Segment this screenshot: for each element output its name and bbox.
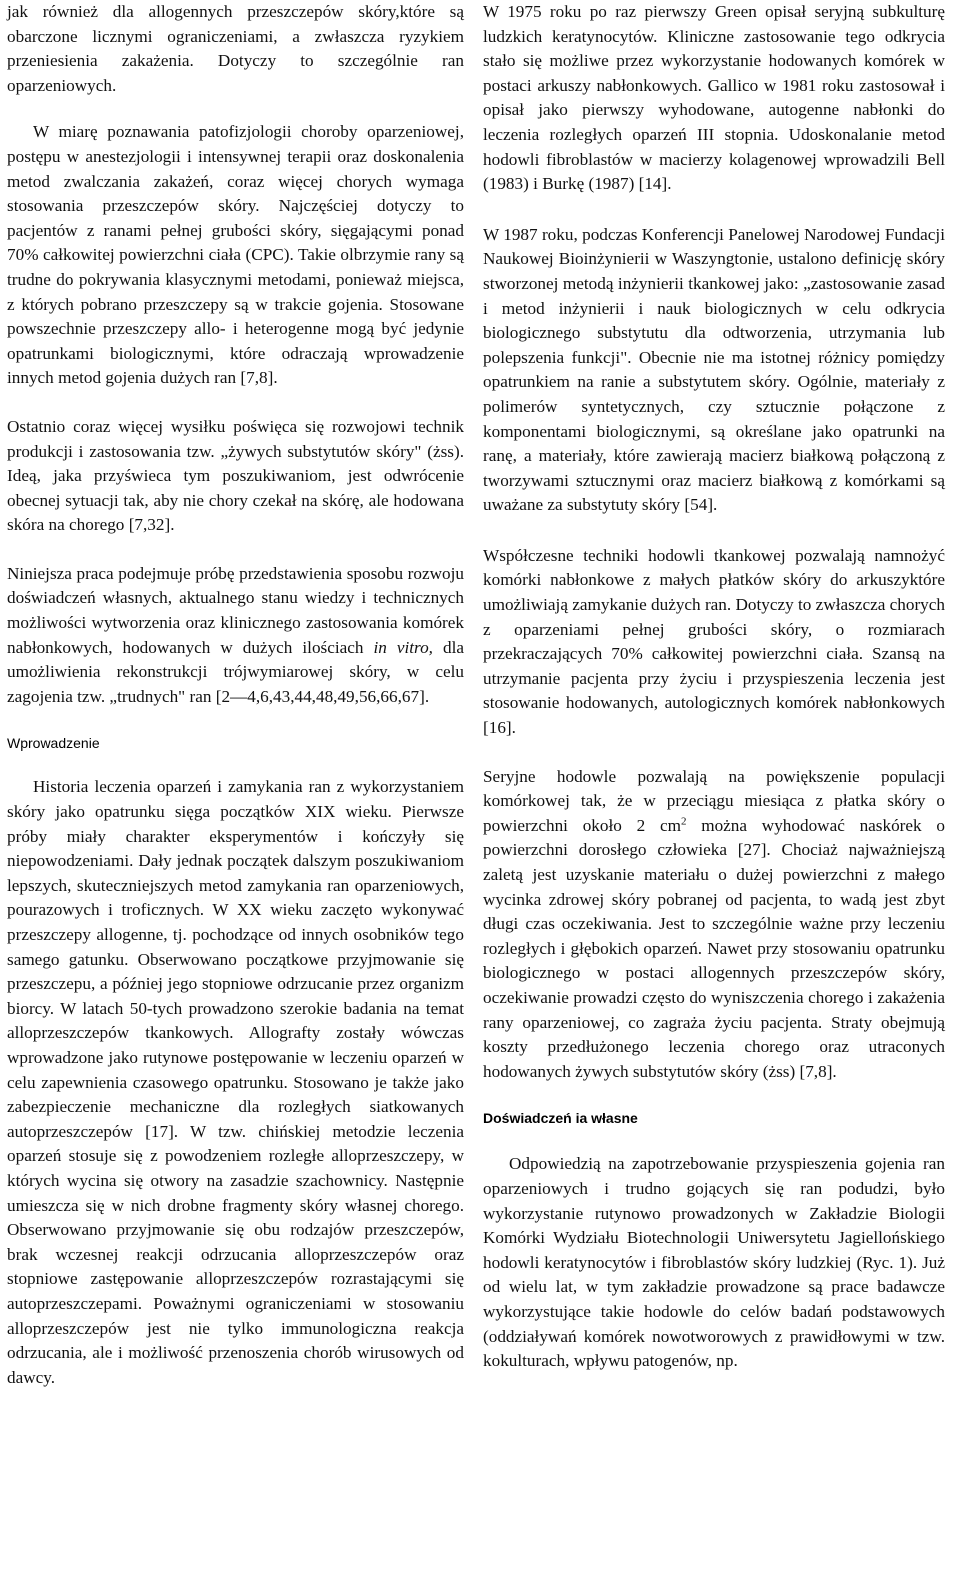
paragraph-aim-text-1: Niniejsza praca podejmuje próbę przedstawienia sposobu rozwoju doświadczeń własnych, aktualnego stanu wiedzy i technicznych możliwości wytworzenia oraz klinicznego zastosowania komórek nabłonkowych, hodowanych w dużych ilościach (7, 563, 464, 657)
paragraph-living-skin-substitutes: Ostatnio coraz więcej wysiłku poświęca się rozwojowi technik produkcji i zastosowania tzw. „żywych substytutów skóry" (żss). Ideą, jaka przyświeca tym poszukiwaniom, jest odwrócenie obecnej sytuacji tak, aby nie chory czekał na skórę, ale hodowana skóra na chorego [7,32]. (7, 416, 464, 535)
paragraph-green-1975: W 1975 roku po raz pierwszy Green opisał seryjną subkulturę ludzkich keratynocytów. Kliniczne zastosowanie tego odkrycia stało się możliwe przez wykorzystanie hodowanych komórek w postaci arkuszy nabłonkowych. Gallico w 1981 roku zastosował i opisał jako pierwszy wyhodowane, autogenne nabłonki do leczenia rozległych oparzeń III stopnia. Udoskonalanie metod hodowli fibroblastów w macierzy kolagenowej wprowadzili Bell (1983) i Burkę (1987) [14]. (483, 2, 945, 194)
section-heading-own-experience: Doświadczeń ia własne (483, 1110, 638, 1127)
paragraph-serial-text-1: Seryjne hodowle pozwalają na powiększenie populacji komórkowej tak, że w przeciągu miesiąca z płatka skóry o powierzchni około 2 cm (483, 766, 945, 835)
paragraph-serial-cultures (483, 765, 945, 1085)
paragraph-aim-italic: in vitro, (373, 637, 433, 657)
paragraph-aim-of-work (7, 562, 464, 710)
right-column (483, 0, 945, 1374)
paragraph-aim-text-2: dla umożliwienia rekonstrukcji trójwymiarowej skóry, w celu zagojenia tzw. „trudnych" ran [2—4,6,43,44,48,49,56,66,67]. (7, 637, 464, 706)
superscript-2: 2 (680, 815, 687, 828)
left-column (7, 0, 464, 1390)
paragraph-history: Historia leczenia oparzeń i zamykania ran z wykorzystaniem skóry jako opatrunku sięga początków XIX wieku. Pierwsze próby miały charakter eksperymentów i kończyły się niepowodzeniami. Dały jednak początek dalszym poszukiwaniom lepszych, skuteczniejszych metod zamykania ran oparzeniowych, pourazowych i troficznych. W XX wieku zaczęto wykonywać przeszczepy allogenne, tj. pochodzące od innych osobników tego samego gatunku. Obserwowano początkowe przyjmowanie się przeszczepu, a później jego stopniowe odrzucanie przez organizm biorcy. W latach 50-tych prowadzono szerokie badania na temat alloprzeszczepów tkankowych. Allografty zostały wówczas wprowadzone jako rutynowe postępowanie w leczeniu oparzeń w celu zapewnienia czasowego opatrunku. Stosowano je także jako zabezpieczenie mechaniczne dla rozległych siatkowanych autoprzeszczepów [17]. W tzw. chińskiej metodzie leczenia oparzeń stosuje się z powodzeniem rozległe alloprzeszczepy, w których wycina się otwory na zasadzie szachownicy. Następnie umieszcza się w nich drobne fragmenty skóry własnej chorego. Obserwowano przyjmowanie się obu rodzajów przeszczepów, brak wczesnej reakcji odrzucania alloprzeszczepów oraz stopniowe zastępowanie alloprzeszczepów rozrastającymi się autoprzeszczepami. Poważnymi ograniczeniami w stosowaniu alloprzeszczepów jest nie tylko immunologiczna reakcja odrzucania, ale i możliwość przenoszenia chorób wirusowych od dawcy. (7, 777, 464, 1387)
paragraph-burn-disease: W miarę poznawania patofizjologii choroby oparzeniowej, postępu w anestezjologii i intensywnej terapii oraz doskonalenia metod zwalczania zakażeń, coraz więcej chorych wymaga stosowania przeszczepów skóry. Najczęściej dotyczy to pacjentów z ranami pełnej grubości skóry, sięgającymi ponad 70% całkowitej powierzchni ciała (CPC). Takie olbrzymie rany są trudne do pokrywania klasycznymi metodami, ponieważ miejsca, z których pobrano przeszczepy są w trakcie gojenia. Stosowane powszechnie przeszczepy allo- i heterogenne mogą być jedynie opatrunkami biologicznymi, które odraczają wprowadzenie innych metod gojenia dużych ran [7,8]. (7, 122, 464, 388)
paragraph-serial-text-2: można wyhodować naskórek o powierzchni dorosłego człowieka [27]. Chociaż najważniejszą zaletą jest uzyskanie materiału o dużej powierzchni z małego wycinka zdrowej skóry pobranej od pacjenta, to wadą jest zbyt długi czas oczekiwania. Jest to szczególnie ważne przy leczeniu rozległych i głębokich oparzeń. Nawet przy stosowaniu opatrunku biologicznego w postaci allogennych przeszczepów skóry, oczekiwanie prowadzi często do wyniszczenia chorego i zakażenia rany oparzeniowej, co zagraża życiu pacjenta. Straty obejmują koszty przedłużonego leczenia chorego oraz utraconych hodowanych żywych substytutów skóry (żss) [7,8]. (483, 815, 945, 1081)
paragraph-response: Odpowiedzią na zapotrzebowanie przyspieszenia gojenia ran oparzeniowych i trudno gojących się ran podudzi, było wykorzystanie rutynowo prowadzonych w Zakładzie Biologii Komórki Wydziału Biotechnologii Uniwersytetu Jagiellońskiego hodowli keratynocytów i fibroblastów skóry ludzkiej (Ryc. 1). Już od wielu lat, w tym zakładzie prowadzone są prace badawcze wykorzystujące takie hodowle do celów badań podstawowych (oddziaływań komórek nowotworowych z prawidłowymi w tzw. kokulturach, wpływu patogenów, np. (483, 1154, 945, 1371)
section-heading-introduction: Wprowadzenie (7, 735, 100, 752)
paragraph-definition-1987: W 1987 roku, podczas Konferencji Panelowej Narodowej Fundacji Naukowej Bioinżynierii w Waszyngtonie, ustalono definicję skóry stworzonej metodą inżynierii tkankowej jako: „zastosowanie zasad i metod inżynierii i nauk biologicznych w celu odkrycia biologicznego substytutu dla odtworzenia, utrzymania lub polepszenia funkcji". Obecnie nie ma istotnej różnicy pomiędzy opatrunkiem na ranie a substytutem skóry. Ogólnie, materiały z polimerów syntetycznych, czy sztucznie połączone z komponentami biologicznymi, są określane jako opatrunki na ranę, a materiały, które zawierają macierz białkową połączoną z tworzywami sztucznymi oraz macierz białkową z komórkami są uważane za substytuty skóry [54]. (483, 224, 945, 515)
paragraph-intro-continuation: jak również dla allogennych przeszczepów skóry,które są obarczone licznymi ograniczeniami, a zwłaszcza ryzykiem przeniesienia zakażenia. Dotyczy to szczególnie ran oparzeniowych. (7, 2, 464, 95)
paragraph-modern-techniques: Współczesne techniki hodowli tkankowej pozwalają namnożyć komórki nabłonkowe z małych płatków skóry do arkuszyktóre umożliwiają zamykanie dużych ran. Dotyczy to zwłaszcza chorych z oparzeniami pełnej grubości skóry, o rozmiarach przekraczających 70% całkowitej powierzchni ciała. Szansą na utrzymanie pacjenta przy życiu i przyspieszenia leczenia jest stosowanie hodowanych, autologicznych komórek nabłonkowych [16]. (483, 545, 945, 738)
